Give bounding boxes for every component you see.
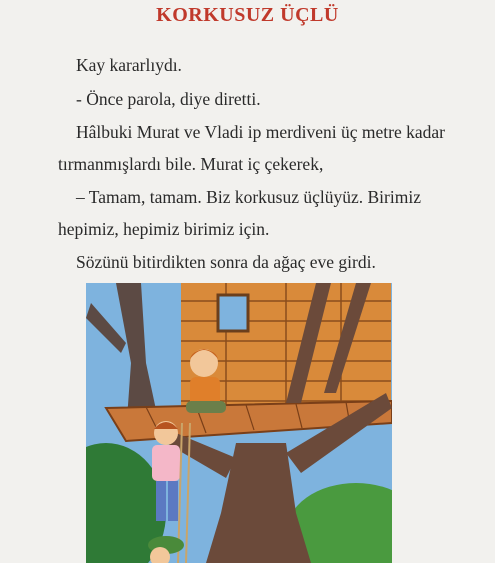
paragraph-line: hepimiz, hepimiz birimiz için. bbox=[58, 219, 270, 239]
paragraph-line: Hâlbuki Murat ve Vladi ip merdiveni üç metre kadar bbox=[76, 122, 446, 142]
page-title: KORKUSUZ ÜÇLÜ bbox=[156, 4, 339, 26]
paragraph-line: tırmanmışlardı bile. Murat iç çekerek, bbox=[58, 154, 324, 174]
paragraph-line: Kay kararlıydı. bbox=[76, 55, 182, 75]
treehouse-illustration bbox=[86, 283, 392, 563]
paragraph-line: Sözünü bitirdikten sonra da ağaç eve girdi. bbox=[76, 252, 376, 272]
paragraph-line: - Önce parola, diye diretti. bbox=[76, 89, 261, 109]
paragraph-line: – Tamam, tamam. Biz korkusuz üçlüyüz. Birimiz bbox=[76, 187, 421, 207]
